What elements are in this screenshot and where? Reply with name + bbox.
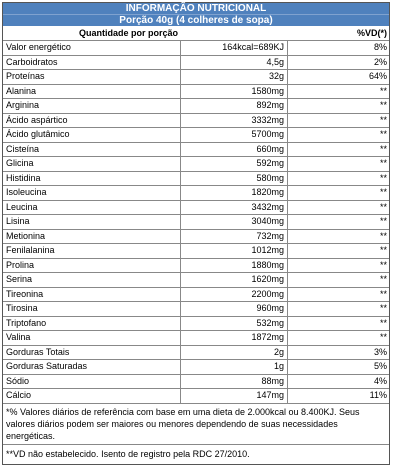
nutrient-name: Cisteína [3, 143, 181, 157]
nutrient-name: Ácido aspártico [3, 114, 181, 128]
nutrient-name: Proteínas [3, 70, 181, 84]
nutrient-vd: ** [379, 187, 387, 197]
nutrient-name: Gorduras Saturadas [3, 360, 181, 374]
nutrient-name: Tireonina [3, 288, 181, 302]
nutrient-amount: 960mg [181, 302, 288, 316]
nutrient-vd: ** [379, 245, 387, 255]
table-row [3, 56, 389, 71]
nutrient-vd: 64% [368, 71, 387, 81]
nutrient-name: Valina [3, 331, 181, 345]
table-row [3, 375, 389, 390]
nutrient-name: Carboidratos [3, 56, 181, 70]
nutrient-amount: 732mg [181, 230, 288, 244]
nutrient-name: Cálcio [3, 389, 181, 403]
table-row [3, 85, 389, 100]
table-row [3, 259, 389, 274]
table-row [3, 288, 389, 303]
table-row [3, 244, 389, 259]
nutrient-name: Alanina [3, 85, 181, 99]
serving-size: Porção 40g (4 colheres de sopa) [3, 15, 389, 26]
table-row [3, 273, 389, 288]
nutrient-amount: 1g [181, 360, 288, 374]
nutrient-amount: 3332mg [181, 114, 288, 128]
nutrient-vd: 5% [373, 361, 387, 371]
table-row [3, 143, 389, 158]
nutrient-amount: 1012mg [181, 244, 288, 258]
nutrient-amount: 164kcal=689KJ [181, 41, 288, 55]
nutrient-amount: 4,5g [181, 56, 288, 70]
nutrient-vd: ** [379, 259, 387, 270]
column-header-vd: %VD(*) [356, 28, 387, 38]
nutrient-amount: 1880mg [181, 259, 288, 273]
nutrient-vd: ** [379, 216, 387, 226]
nutrient-vd: ** [379, 85, 387, 96]
table-row [3, 70, 389, 85]
nutrient-amount: 2g [181, 346, 288, 360]
nutrient-amount: 532mg [181, 317, 288, 331]
nutrient-vd: ** [379, 230, 387, 241]
table-row [3, 360, 389, 375]
nutrient-name: Arginina [3, 99, 181, 113]
table-row [3, 331, 389, 346]
nutrient-name: Serina [3, 273, 181, 287]
nutrient-amount: 1620mg [181, 273, 288, 287]
table-row [3, 215, 389, 230]
nutrient-amount: 5700mg [181, 128, 288, 142]
column-header-row [3, 26, 389, 41]
nutrient-amount: 1872mg [181, 331, 288, 345]
nutrient-amount: 892mg [181, 99, 288, 113]
footnote-not-established: **VD não estabelecido. Isento de registro pela RDC 27/2010. [6, 448, 250, 459]
nutrient-amount: 32g [181, 70, 288, 84]
column-header-spacer [180, 26, 286, 40]
nutrient-vd: 2% [373, 56, 387, 67]
nutrient-name: Gorduras Totais [3, 346, 181, 360]
nutrient-amount: 147mg [181, 389, 288, 403]
nutrient-amount: 88mg [181, 375, 288, 389]
table-row [3, 186, 389, 201]
nutrient-amount: 660mg [181, 143, 288, 157]
table-row [3, 128, 389, 143]
nutrient-name: Ácido glutâmico [3, 128, 181, 142]
nutrient-vd: 8% [373, 42, 387, 52]
table-row [3, 99, 389, 114]
nutrient-name: Triptofano [3, 317, 181, 331]
nutrient-name: Tirosina [3, 302, 181, 316]
table-row [3, 302, 389, 317]
nutrient-amount: 1820mg [181, 186, 288, 200]
nutrient-vd: ** [379, 201, 387, 212]
nutrient-vd: ** [379, 172, 387, 183]
nutrient-vd: ** [379, 114, 387, 125]
table-row [3, 114, 389, 129]
table-row [3, 346, 389, 361]
nutrient-name: Fenilalanina [3, 244, 181, 258]
nutrient-vd: ** [379, 100, 387, 110]
table-row [3, 201, 389, 216]
nutrient-vd: ** [379, 129, 387, 139]
nutrient-name: Sódio [3, 375, 181, 389]
table-row [3, 389, 389, 404]
nutrient-vd: ** [379, 332, 387, 342]
nutrient-vd: 11% [369, 390, 387, 400]
table-row [3, 317, 389, 332]
nutrient-amount: 3040mg [181, 215, 288, 229]
table-row [3, 172, 389, 187]
table-row [3, 157, 389, 172]
table-title: INFORMAÇÃO NUTRICIONAL [3, 3, 389, 15]
table-row [3, 41, 389, 56]
nutrient-name: Isoleucina [3, 186, 181, 200]
nutrient-amount: 580mg [181, 172, 288, 186]
footnote-vd: *% Valores diários de referência com base em uma dieta de 2.000kcal ou 8.400KJ. Seus valores diários podem ser maiores ou menores dependendo de suas necessidades energéticas. [3, 404, 389, 445]
nutrient-vd: ** [379, 143, 387, 154]
nutrient-name: Histidina [3, 172, 181, 186]
nutrient-vd: 4% [373, 375, 387, 386]
nutrient-rows [3, 41, 389, 404]
nutrition-facts-table [2, 2, 390, 465]
nutrient-vd: ** [379, 158, 387, 168]
nutrient-vd: ** [379, 303, 387, 313]
nutrient-amount: 2200mg [181, 288, 288, 302]
column-header-quantity: Quantidade por porção [78, 28, 178, 38]
nutrient-name: Valor energético [3, 41, 181, 55]
nutrient-name: Metionina [3, 230, 181, 244]
nutrient-vd: ** [379, 288, 387, 299]
nutrient-amount: 3432mg [181, 201, 288, 215]
nutrient-vd: ** [379, 274, 387, 284]
nutrient-name: Lisina [3, 215, 181, 229]
table-row [3, 230, 389, 245]
nutrient-name: Leucina [3, 201, 181, 215]
nutrient-name: Prolina [3, 259, 181, 273]
nutrient-amount: 1580mg [181, 85, 288, 99]
nutrient-name: Glicina [3, 157, 181, 171]
nutrient-vd: 3% [373, 346, 387, 357]
nutrient-vd: ** [379, 317, 387, 328]
nutrient-amount: 592mg [181, 157, 288, 171]
